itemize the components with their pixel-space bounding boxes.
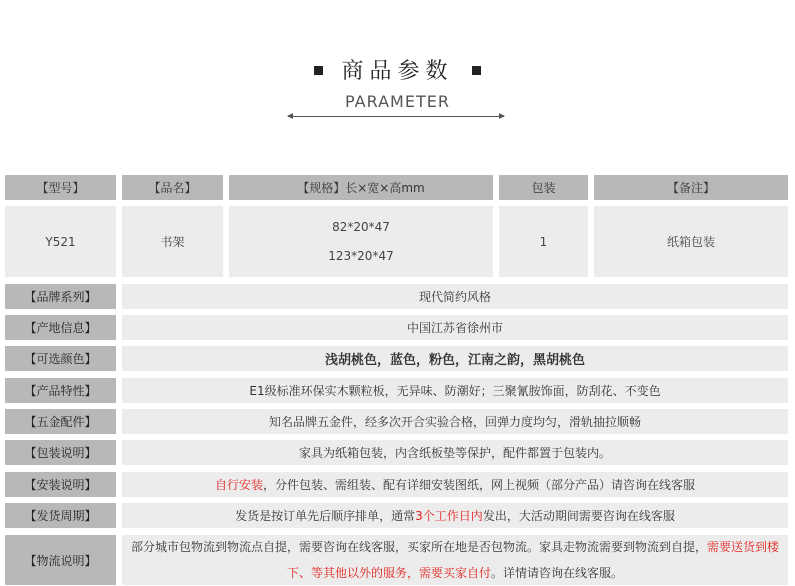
detail-label: 【产品特性】 <box>5 378 116 403</box>
column-header-size: 【规格】长×宽×高mm <box>229 175 493 200</box>
detail-label: 【物流说明】 <box>5 535 116 585</box>
detail-label: 【品牌系列】 <box>5 284 116 309</box>
cell-name: 书架 <box>122 206 223 277</box>
detail-value: 知名品牌五金件，经多次开合实验合格，回弹力度均匀，滑轨抽拉顺畅 <box>122 409 788 434</box>
cell-size <box>229 206 493 277</box>
cell-model: Y521 <box>5 206 116 277</box>
detail-label: 【产地信息】 <box>5 315 116 340</box>
detail-label: 【可选颜色】 <box>5 346 116 371</box>
detail-value: 现代简约风格 <box>122 284 788 309</box>
highlight-text: 3个工作日内 <box>415 509 483 523</box>
detail-label: 【安装说明】 <box>5 472 116 497</box>
column-header-name: 【品名】 <box>122 175 223 200</box>
section-header <box>0 0 795 130</box>
detail-value: E1级标准环保实木颗粒板，无异味、防潮好；三聚氰胺饰面，防刮花、不变色 <box>122 378 788 403</box>
size-value-2: 123*20*47 <box>328 248 394 263</box>
cell-remark: 纸箱包装 <box>594 206 788 277</box>
square-bullet-icon <box>472 66 481 75</box>
page-subtitle: PARAMETER <box>345 92 450 111</box>
page-title: 商品参数 <box>0 56 795 88</box>
double-arrow-divider <box>288 116 504 117</box>
arrow-right-icon <box>499 113 505 119</box>
arrow-left-icon <box>287 113 293 119</box>
highlight-text: 需要送货到楼下、等其他以外的服务，需要买家自付 <box>286 540 780 580</box>
detail-label: 【发货周期】 <box>5 503 116 528</box>
column-header-model: 【型号】 <box>5 175 116 200</box>
column-header-remark: 【备注】 <box>594 175 788 200</box>
detail-value: 浅胡桃色，蓝色，粉色，江南之韵，黑胡桃色 <box>122 346 788 371</box>
square-bullet-icon <box>314 66 323 75</box>
detail-label: 【五金配件】 <box>5 409 116 434</box>
highlight-text: 自行安装 <box>214 478 263 492</box>
detail-label: 【包装说明】 <box>5 440 116 465</box>
cell-package-qty: 1 <box>499 206 588 277</box>
column-header-package: 包装 <box>499 175 588 200</box>
detail-value: 自行安装，分件包装、需组装、配有详细安装图纸，网上视频（部分产品）请咨询在线客服 <box>122 472 788 497</box>
size-value-1: 82*20*47 <box>332 219 390 234</box>
detail-value: 部分城市包物流到物流点自提，需要咨询在线客服，买家所在地是否包物流。家具走物流需要到物流到自提，需要送货到楼下、等其他以外的服务，需要买家自付。详情请咨询在线客服。 <box>122 535 788 585</box>
detail-value: 家具为纸箱包装，内含纸板垫等保护，配件都置于包装内。 <box>122 440 788 465</box>
detail-value: 中国江苏省徐州市 <box>122 315 788 340</box>
detail-value: 发货是按订单先后顺序排单，通常3个工作日内发出，大活动期间需要咨询在线客服 <box>122 503 788 528</box>
